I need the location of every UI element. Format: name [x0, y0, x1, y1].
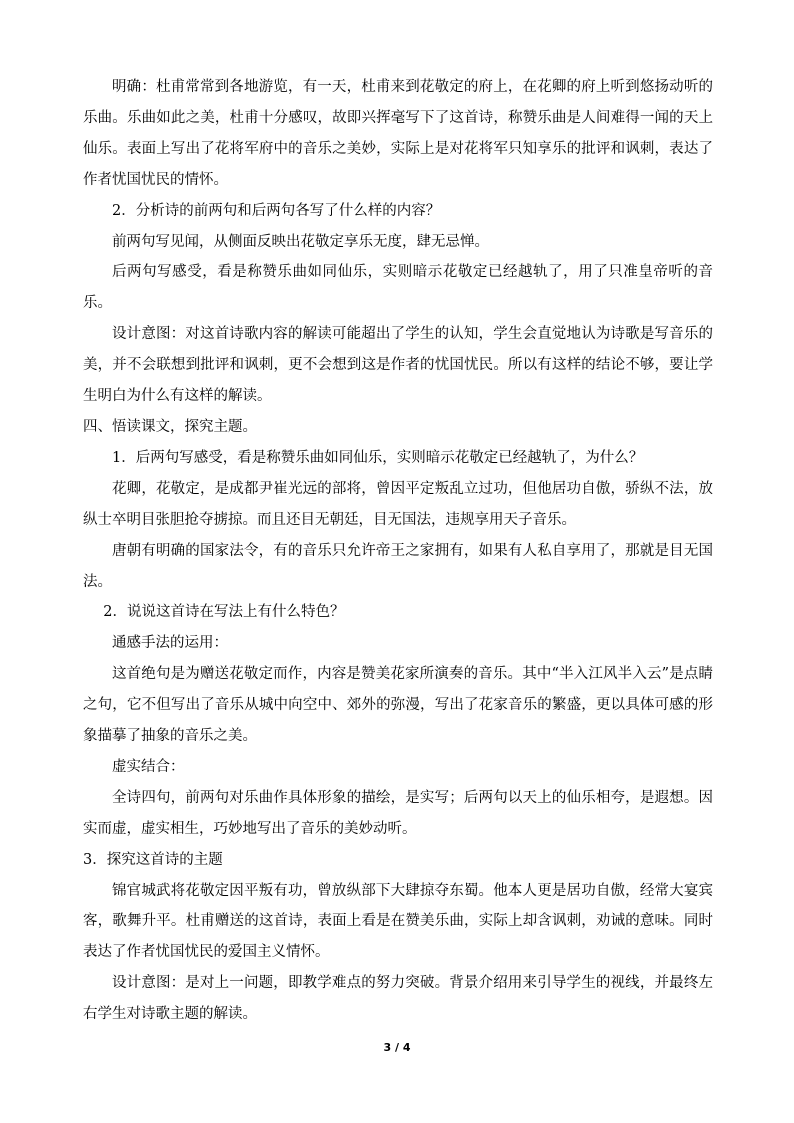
paragraph-first-two-lines: 前两句写见闻，从侧面反映出花敬定享乐无度，肆无忌惮。: [112, 233, 489, 250]
question-4-2: 2．说说这首诗在写法上有什么特色？: [103, 604, 345, 621]
paragraph-design-intent-1: 设计意图：对这首诗歌内容的解读可能超出了学生的认知，学生会直觉地认为诗歌是写音乐的美，并不会联想到批评和讽刺，更不会想到这是作者的忧国忧民。所以有这样的结论不够，要让学生明白为什么有这样的解读。: [83, 326, 713, 405]
document-body: [83, 72, 713, 1030]
question-4-3: 3．探究这首诗的主题: [83, 851, 223, 868]
subheading-real-virtual: 虚实结合：: [112, 758, 185, 775]
subheading-synesthesia: 通感手法的运用：: [112, 635, 228, 652]
section-heading-4: 四、悟读课文，探究主题。: [83, 418, 257, 435]
paragraph-last-two-lines: 后两句写感受，看是称赞乐曲如同仙乐，实则暗示花敬定已经越轨了，用了只准皇帝听的音乐。: [83, 264, 713, 312]
paragraph-design-intent-2: 设计意图：是对上一问题，即教学难点的努力突破。背景介绍用来引导学生的视线，并最终左右学生对诗歌主题的解读。: [83, 975, 713, 1023]
paragraph-answer: 明确：杜甫常常到各地游览，有一天，杜甫来到花敬定的府上，在花卿的府上听到悠扬动听的乐曲。乐曲如此之美，杜甫十分感叹，故即兴挥毫写下了这首诗，称赞乐曲是人间难得一闻的天上仙乐。表面上写出了花将军府中的音乐之美妙，实际上是对花将军只知享乐的批评和讽刺，表达了作者忧国忧民的情怀。: [83, 79, 713, 188]
paragraph-real-virtual: 全诗四句，前两句对乐曲作具体形象的描绘，是实写；后两句以天上的仙乐相夸，是遐想。因实而虚，虚实相生，巧妙地写出了音乐的美妙动听。: [83, 789, 713, 837]
paragraph-hua-qing: 花卿，花敬定，是成都尹崔光远的部将，曾因平定叛乱立过功，但他居功自傲，骄纵不法，放纵士卒明目张胆抢夺掳掠。而且还目无朝廷，目无国法，违规享用天子音乐。: [83, 480, 713, 528]
paragraph-synesthesia: 这首绝句是为赠送花敬定而作，内容是赞美花家所演奏的音乐。其中“半入江风半入云”是点睛之句，它不但写出了音乐从城中向空中、郊外的弥漫，写出了花家音乐的繁盛，更以具体可感的形象描摹了抽象的音乐之美。: [83, 666, 713, 745]
paragraph-tang-law: 唐朝有明确的国家法令，有的音乐只允许帝王之家拥有，如果有人私自享用了，那就是目无国法。: [83, 542, 713, 590]
paragraph-theme: 锦官城武将花敬定因平叛有功，曾放纵部下大肆掠夺东蜀。他本人更是居功自傲，经常大宴宾客，歌舞升平。杜甫赠送的这首诗，表面上看是在赞美乐曲，实际上却含讽刺，劝诫的意味。同时表达了作者忧国忧民的爱国主义情怀。: [83, 882, 713, 961]
question-2: 2．分析诗的前两句和后两句各写了什么样的内容？: [112, 202, 441, 219]
page-number: 3 / 4: [383, 1041, 411, 1054]
question-4-1: 1．后两句写感受，看是称赞乐曲如同仙乐，实则暗示花敬定已经越轨了，为什么？: [112, 449, 644, 466]
